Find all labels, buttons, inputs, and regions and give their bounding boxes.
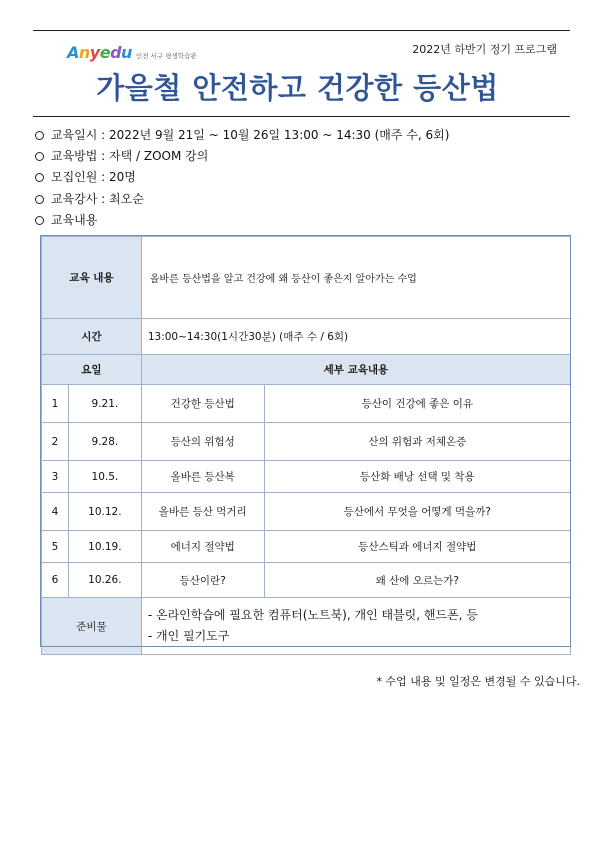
info-text: 교육내용 — [51, 212, 98, 227]
session-date: 9.21. — [68, 385, 141, 423]
session-topic: 올바른 등산복 — [141, 461, 264, 493]
logo-organization: 인천 서구 평생학습관 — [135, 52, 197, 60]
table-header-row — [42, 355, 571, 385]
session-detail: 등산화 배낭 선택 및 착용 — [264, 461, 570, 493]
table-row — [42, 423, 571, 461]
session-number: 4 — [42, 493, 69, 531]
session-date: 10.26. — [68, 563, 141, 598]
session-topic: 건강한 등산법 — [141, 385, 264, 423]
table-row — [42, 385, 571, 423]
session-number: 1 — [42, 385, 69, 423]
title-rule — [33, 116, 570, 117]
table-row-time — [42, 319, 571, 355]
info-item-schedule — [35, 125, 449, 146]
circle-bullet-icon — [35, 173, 44, 182]
session-detail: 왜 산에 오르는가? — [264, 563, 570, 598]
session-detail: 등산에서 무엇을 어떻게 먹을까? — [264, 493, 570, 531]
info-text: 교육일시 : 2022년 9월 21일 ~ 10월 26일 13:00 ~ 14:30 (매주 수, 6회) — [51, 128, 450, 142]
session-topic: 등산이란? — [141, 563, 264, 598]
session-topic: 올바른 등산 먹거리 — [141, 493, 264, 531]
session-date: 10.12. — [68, 493, 141, 531]
info-item-capacity — [35, 167, 449, 188]
session-topic: 에너지 절약법 — [141, 531, 264, 563]
session-topic: 등산의 위험성 — [141, 423, 264, 461]
session-date: 9.28. — [68, 423, 141, 461]
table-row — [42, 461, 571, 493]
info-text: 교육강사 : 최오순 — [51, 191, 144, 206]
day-header: 요일 — [42, 355, 142, 385]
info-text: 교육방법 : 자택 / ZOOM 강의 — [51, 149, 209, 164]
time-value: 13:00~14:30(1시간30분) (매주 수 / 6회) — [141, 319, 570, 355]
anyedu-logo — [67, 41, 197, 61]
circle-bullet-icon — [35, 131, 44, 140]
table-row — [42, 531, 571, 563]
session-number: 2 — [42, 423, 69, 461]
prep-list — [141, 598, 570, 655]
session-number: 5 — [42, 531, 69, 563]
top-rule — [33, 30, 570, 31]
prep-label: 준비물 — [42, 598, 142, 655]
session-detail: 등산이 건강에 좋은 이유 — [264, 385, 570, 423]
circle-bullet-icon — [35, 216, 44, 225]
session-date: 10.5. — [68, 461, 141, 493]
circle-bullet-icon — [35, 152, 44, 161]
info-text: 모집인원 : 20명 — [51, 170, 136, 185]
page-title: 가을철 안전하고 건강한 등산법 — [96, 71, 499, 105]
circle-bullet-icon — [35, 195, 44, 204]
info-item-instructor — [35, 189, 449, 210]
time-label: 시간 — [42, 319, 142, 355]
info-item-content — [35, 210, 449, 231]
table-row — [42, 493, 571, 531]
content-value: 올바른 등산법을 알고 건강에 왜 등산이 좋은지 알아가는 수업 — [141, 237, 570, 319]
content-label: 교육 내용 — [42, 237, 142, 319]
prep-item: - 개인 필기도구 — [147, 629, 230, 643]
info-item-method — [35, 146, 449, 167]
curriculum-table — [41, 236, 571, 655]
schedule-change-note: * 수업 내용 및 일정은 변경될 수 있습니다. — [376, 675, 580, 688]
session-detail: 등산스틱과 에너지 절약법 — [264, 531, 570, 563]
table-row — [42, 563, 571, 598]
prep-item: - 온라인학습에 필요한 컴퓨터(노트북), 개인 태블릿, 핸드폰, 등 — [147, 608, 478, 622]
session-date: 10.19. — [68, 531, 141, 563]
info-list — [35, 125, 449, 231]
table-row-supplies — [42, 598, 571, 655]
detail-header: 세부 교육내용 — [141, 355, 570, 385]
session-detail: 산의 위험과 저체온증 — [264, 423, 570, 461]
session-number: 6 — [42, 563, 69, 598]
program-label: 2022년 하반기 정기 프로그램 — [412, 43, 557, 56]
session-number: 3 — [42, 461, 69, 493]
logo-wordmark: Anyedu — [67, 43, 132, 62]
table-row-content — [42, 237, 571, 319]
